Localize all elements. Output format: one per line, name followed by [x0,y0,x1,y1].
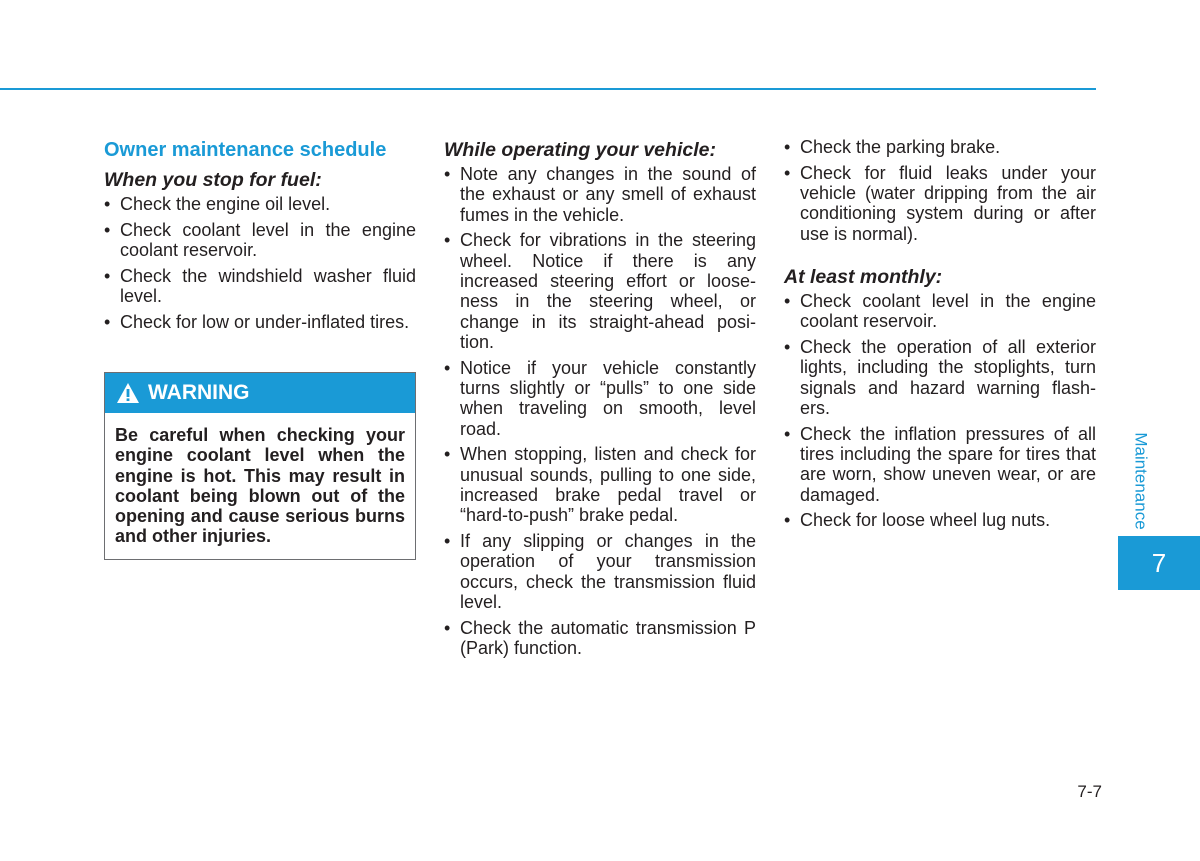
page-number: 7-7 [1077,782,1102,801]
column-1 [104,137,416,338]
section-title: Owner maintenance schedule [104,139,387,161]
list-item: • If any slipping or changes in the operation of your transmission occurs, check the transmission fluid level. [444,531,756,612]
warning-header [105,373,415,413]
list-item: • Check for fluid leaks under your vehicle (water dripping from the air conditioning system during or after use is normal). [784,163,1096,244]
operating-checklist-continued [784,137,1096,244]
column-3 [784,137,1096,536]
chapter-number: 7 [1151,547,1167,578]
subheading-fuel-stop: When you stop for fuel: [104,169,322,191]
list-item: • When stopping, listen and check for unusual sounds, pulling to one side, increased brake pedal travel or “hard-to-push” brake pedal. [444,444,756,525]
list-item: • Check the operation of all exterior lights, including the stoplights, turn signals and hazard warning flash-ers. [784,337,1096,418]
chapter-side-label [1126,428,1156,534]
list-item: • Check for low or under-inflated tires. [104,312,416,332]
chapter-tab [1118,536,1200,590]
list-item: • Check coolant level in the engine coolant reservoir. [784,291,1096,332]
column-2 [444,137,756,664]
list-item: • Check the inflation pressures of all tires including the spare for tires that are worn, show uneven wear, or are damaged. [784,424,1096,505]
list-item: • Note any changes in the sound of the exhaust or any smell of exhaust fumes in the vehicle. [444,164,756,225]
list-item: • Notice if your vehicle constantly turns slightly or “pulls” to one side when traveling on smooth, level road. [444,358,756,439]
header-rule [0,88,1096,90]
list-item: • Check for vibrations in the steering wheel. Notice if there is any increased steering effort or loose-ness in the steering wheel, or change in its straight-ahead posi-tion. [444,230,756,352]
warning-box [104,372,416,560]
warning-text: Be careful when checking your engine coolant level when the engine is hot. This may result in coolant being blown out of the opening and cause serious burns and other injuries. [115,425,405,547]
subheading-monthly: At least monthly: [784,265,943,288]
monthly-checklist [784,291,1096,531]
list-item: • Check the parking brake. [784,137,1096,157]
subheading-while-operating: While operating your vehicle: [444,139,716,161]
chapter-name: Maintenance [1132,432,1151,530]
warning-label: WARNING [148,381,250,404]
warning-triangle-icon [116,382,140,404]
list-item: • Check the automatic transmission P (Park) function. [444,618,756,659]
list-item: • Check coolant level in the engine coolant reservoir. [104,220,416,261]
list-item: • Check the engine oil level. [104,194,416,214]
operating-checklist [444,164,756,658]
list-item: • Check for loose wheel lug nuts. [784,510,1096,530]
list-item: • Check the windshield washer fluid level. [104,266,416,307]
fuel-stop-checklist [104,194,416,332]
